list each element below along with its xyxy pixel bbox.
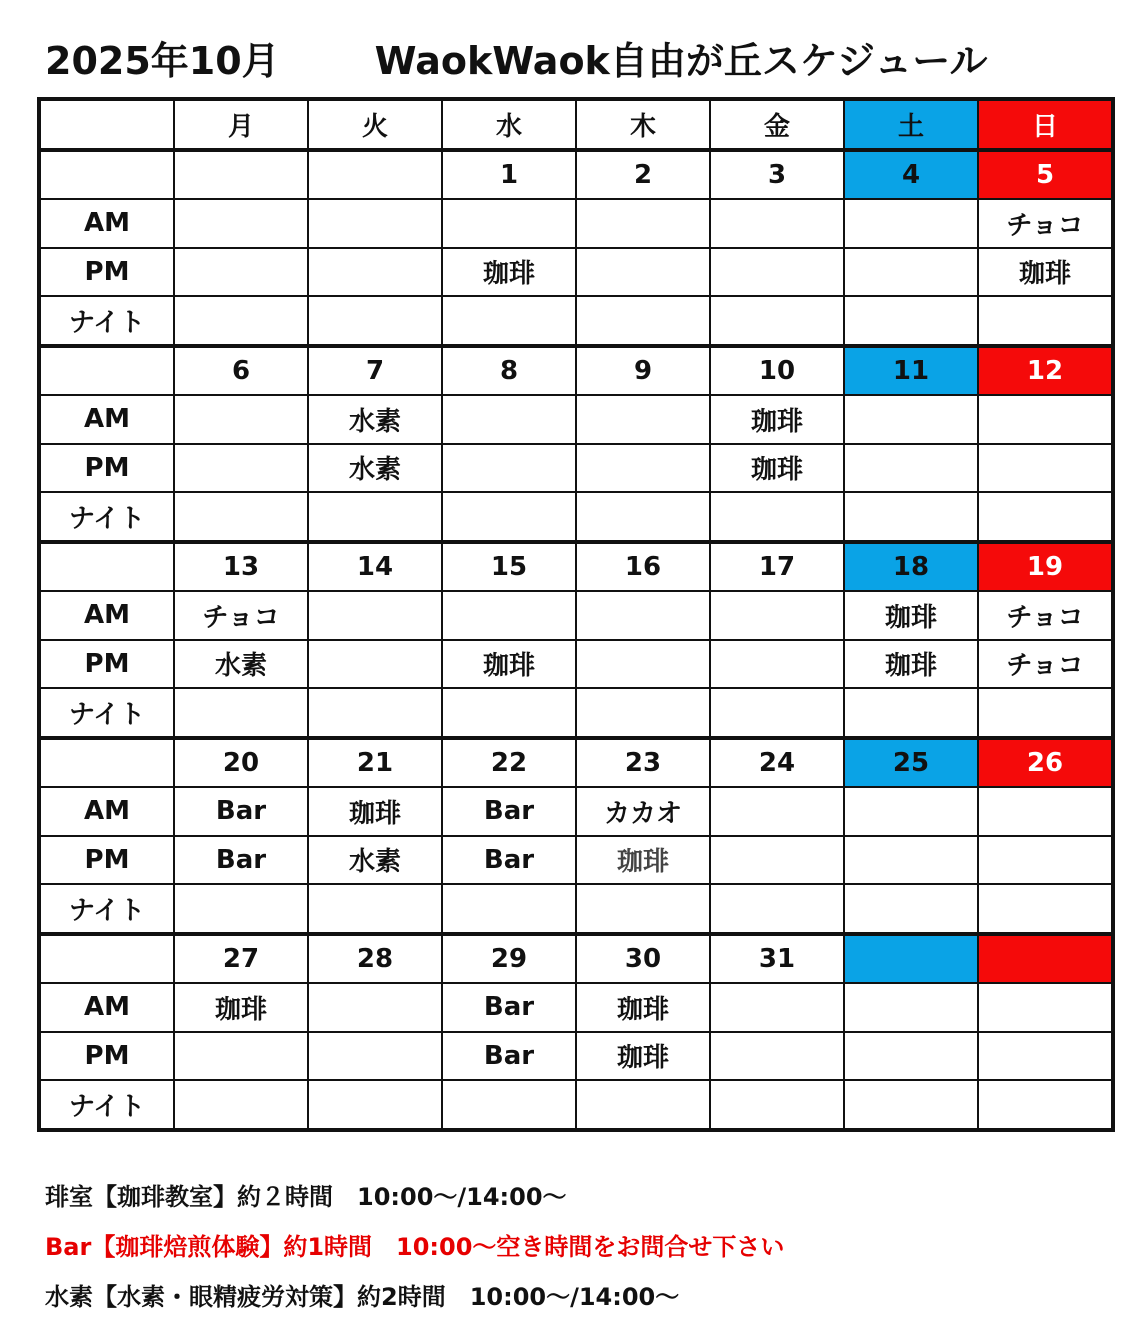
legend-hydrogen: 水素【水素・眼精疲労対策】約2時間 10:00～/14:00～ [45, 1283, 680, 1311]
schedule-cell: 珈琲 [710, 395, 844, 444]
schedule-cell [442, 492, 576, 542]
schedule-cell [978, 1032, 1113, 1081]
slot-label: PM [39, 1032, 174, 1081]
schedule-cell [844, 199, 978, 248]
slot-label: AM [39, 787, 174, 836]
schedule-cell [308, 884, 442, 934]
schedule-cell [576, 1080, 710, 1130]
slot-row-am [39, 983, 1113, 1032]
slot-label: PM [39, 640, 174, 689]
date-cell: 6 [174, 346, 308, 396]
schedule-cell [174, 296, 308, 346]
weekday-header-row [39, 99, 1113, 150]
schedule-cell [978, 1080, 1113, 1130]
date-cell [174, 150, 308, 200]
schedule-cell [576, 492, 710, 542]
schedule-cell: チョコ [174, 591, 308, 640]
schedule-cell [978, 688, 1113, 738]
date-cell: 15 [442, 542, 576, 592]
date-cell: 17 [710, 542, 844, 592]
slot-label: AM [39, 395, 174, 444]
slot-row-night [39, 1080, 1113, 1130]
title-month: 2025年10月 [45, 39, 280, 83]
schedule-cell [710, 199, 844, 248]
schedule-cell [710, 787, 844, 836]
schedule-cell [442, 591, 576, 640]
schedule-cell [978, 836, 1113, 885]
schedule-cell [710, 836, 844, 885]
schedule-cell [844, 836, 978, 885]
schedule-cell [308, 248, 442, 297]
schedule-cell [710, 492, 844, 542]
weekday-header: 水 [442, 99, 576, 150]
week-date-row [39, 934, 1113, 984]
date-cell: 11 [844, 346, 978, 396]
weekday-header: 火 [308, 99, 442, 150]
schedule-cell [710, 688, 844, 738]
weekday-header: 日 [978, 99, 1113, 150]
date-cell: 13 [174, 542, 308, 592]
date-cell: 29 [442, 934, 576, 984]
schedule-cell [308, 296, 442, 346]
schedule-cell: 珈琲 [576, 836, 710, 885]
schedule-cell [442, 395, 576, 444]
date-cell: 9 [576, 346, 710, 396]
slot-label: PM [39, 248, 174, 297]
schedule-cell [844, 1032, 978, 1081]
week-date-row [39, 542, 1113, 592]
date-cell [844, 934, 978, 984]
schedule-cell [710, 884, 844, 934]
slot-row-pm [39, 248, 1113, 297]
date-cell: 4 [844, 150, 978, 200]
schedule-cell [710, 1080, 844, 1130]
date-cell: 20 [174, 738, 308, 788]
schedule-cell: Bar [442, 983, 576, 1032]
slot-row-night [39, 688, 1113, 738]
date-cell: 30 [576, 934, 710, 984]
schedule-cell [576, 688, 710, 738]
schedule-cell [978, 884, 1113, 934]
weekday-header: 土 [844, 99, 978, 150]
schedule-cell [844, 296, 978, 346]
schedule-cell [576, 248, 710, 297]
slot-label: ナイト [39, 492, 174, 542]
schedule-cell: 水素 [174, 640, 308, 689]
schedule-cell [442, 444, 576, 493]
date-cell: 14 [308, 542, 442, 592]
schedule-cell [308, 591, 442, 640]
schedule-calendar [37, 97, 1115, 1132]
date-row-label [39, 542, 174, 592]
weekday-header: 木 [576, 99, 710, 150]
schedule-cell: 珈琲 [844, 640, 978, 689]
schedule-cell [978, 492, 1113, 542]
schedule-cell [710, 640, 844, 689]
schedule-cell [710, 983, 844, 1032]
slot-row-pm [39, 1032, 1113, 1081]
schedule-cell: カカオ [576, 787, 710, 836]
week-date-row [39, 150, 1113, 200]
schedule-cell [844, 1080, 978, 1130]
slot-label: PM [39, 444, 174, 493]
week-date-row [39, 738, 1113, 788]
schedule-cell: チョコ [978, 199, 1113, 248]
schedule-cell [844, 688, 978, 738]
schedule-cell [710, 248, 844, 297]
slot-label: ナイト [39, 688, 174, 738]
slot-row-am [39, 199, 1113, 248]
schedule-cell [174, 1032, 308, 1081]
slot-row-pm [39, 444, 1113, 493]
schedule-cell: Bar [442, 1032, 576, 1081]
slot-label: PM [39, 836, 174, 885]
date-cell: 16 [576, 542, 710, 592]
schedule-cell [308, 983, 442, 1032]
schedule-cell [442, 884, 576, 934]
slot-label: AM [39, 983, 174, 1032]
slot-row-am [39, 395, 1113, 444]
schedule-cell [844, 395, 978, 444]
schedule-cell: Bar [174, 836, 308, 885]
date-row-label [39, 150, 174, 200]
date-cell: 26 [978, 738, 1113, 788]
schedule-cell [576, 444, 710, 493]
schedule-cell [174, 688, 308, 738]
date-cell: 12 [978, 346, 1113, 396]
schedule-cell [710, 296, 844, 346]
date-cell: 5 [978, 150, 1113, 200]
date-cell [978, 934, 1113, 984]
date-cell: 28 [308, 934, 442, 984]
schedule-cell: Bar [442, 787, 576, 836]
page-title [45, 30, 988, 85]
schedule-cell: 珈琲 [844, 591, 978, 640]
date-cell: 8 [442, 346, 576, 396]
schedule-cell [174, 492, 308, 542]
slot-row-am [39, 787, 1113, 836]
schedule-cell [978, 296, 1113, 346]
schedule-cell [308, 1032, 442, 1081]
schedule-cell: 水素 [308, 395, 442, 444]
schedule-cell: Bar [442, 836, 576, 885]
schedule-cell [174, 248, 308, 297]
date-cell: 25 [844, 738, 978, 788]
schedule-cell [174, 884, 308, 934]
schedule-cell [576, 640, 710, 689]
schedule-cell [844, 884, 978, 934]
schedule-cell [844, 787, 978, 836]
schedule-cell [844, 983, 978, 1032]
schedule-cell [978, 444, 1113, 493]
schedule-cell [978, 787, 1113, 836]
slot-label: ナイト [39, 1080, 174, 1130]
schedule-cell [978, 395, 1113, 444]
date-cell: 2 [576, 150, 710, 200]
schedule-cell: 珈琲 [978, 248, 1113, 297]
slot-label: ナイト [39, 884, 174, 934]
schedule-cell [442, 199, 576, 248]
date-row-label [39, 738, 174, 788]
date-row-label [39, 934, 174, 984]
date-cell: 27 [174, 934, 308, 984]
schedule-cell: 珈琲 [576, 1032, 710, 1081]
date-cell: 1 [442, 150, 576, 200]
schedule-cell [174, 1080, 308, 1130]
schedule-cell [844, 492, 978, 542]
slot-row-pm [39, 640, 1113, 689]
schedule-cell [442, 1080, 576, 1130]
schedule-cell [308, 1080, 442, 1130]
date-cell: 31 [710, 934, 844, 984]
schedule-cell [710, 591, 844, 640]
schedule-cell: チョコ [978, 640, 1113, 689]
slot-label: ナイト [39, 296, 174, 346]
schedule-cell [308, 199, 442, 248]
header-corner [39, 99, 174, 150]
schedule-cell [308, 640, 442, 689]
week-date-row [39, 346, 1113, 396]
schedule-cell: 珈琲 [442, 640, 576, 689]
slot-row-night [39, 296, 1113, 346]
schedule-cell [576, 884, 710, 934]
date-cell: 22 [442, 738, 576, 788]
title-name: WaokWaok自由が丘スケジュール [374, 39, 988, 83]
schedule-cell [576, 591, 710, 640]
schedule-cell [576, 199, 710, 248]
slot-row-pm [39, 836, 1113, 885]
date-row-label [39, 346, 174, 396]
slot-row-night [39, 884, 1113, 934]
date-cell: 18 [844, 542, 978, 592]
schedule-cell [844, 444, 978, 493]
schedule-cell [308, 492, 442, 542]
date-cell: 19 [978, 542, 1113, 592]
weekday-header: 金 [710, 99, 844, 150]
legend-bar-roasting: Bar【珈琲焙煎体験】約1時間 10:00～空き時間をお問合せ下さい [45, 1233, 785, 1261]
schedule-cell: 珈琲 [308, 787, 442, 836]
date-cell: 24 [710, 738, 844, 788]
schedule-cell [308, 688, 442, 738]
legend-coffee-class: 琲室【珈琲教室】約２時間 10:00～/14:00～ [45, 1183, 567, 1211]
schedule-cell [844, 248, 978, 297]
schedule-cell: 水素 [308, 836, 442, 885]
schedule-cell: 珈琲 [710, 444, 844, 493]
schedule-cell [576, 296, 710, 346]
schedule-cell: 珈琲 [174, 983, 308, 1032]
schedule-cell [174, 395, 308, 444]
slot-label: AM [39, 199, 174, 248]
schedule-cell [442, 296, 576, 346]
schedule-cell [576, 395, 710, 444]
schedule-cell: チョコ [978, 591, 1113, 640]
schedule-cell [978, 983, 1113, 1032]
weekday-header: 月 [174, 99, 308, 150]
schedule-cell: 水素 [308, 444, 442, 493]
schedule-cell [174, 199, 308, 248]
schedule-cell: Bar [174, 787, 308, 836]
date-cell [308, 150, 442, 200]
date-cell: 21 [308, 738, 442, 788]
schedule-cell: 珈琲 [576, 983, 710, 1032]
slot-row-am [39, 591, 1113, 640]
schedule-cell [710, 1032, 844, 1081]
date-cell: 10 [710, 346, 844, 396]
slot-label: AM [39, 591, 174, 640]
date-cell: 23 [576, 738, 710, 788]
date-cell: 3 [710, 150, 844, 200]
schedule-cell [174, 444, 308, 493]
schedule-cell [442, 688, 576, 738]
slot-row-night [39, 492, 1113, 542]
date-cell: 7 [308, 346, 442, 396]
schedule-cell: 珈琲 [442, 248, 576, 297]
